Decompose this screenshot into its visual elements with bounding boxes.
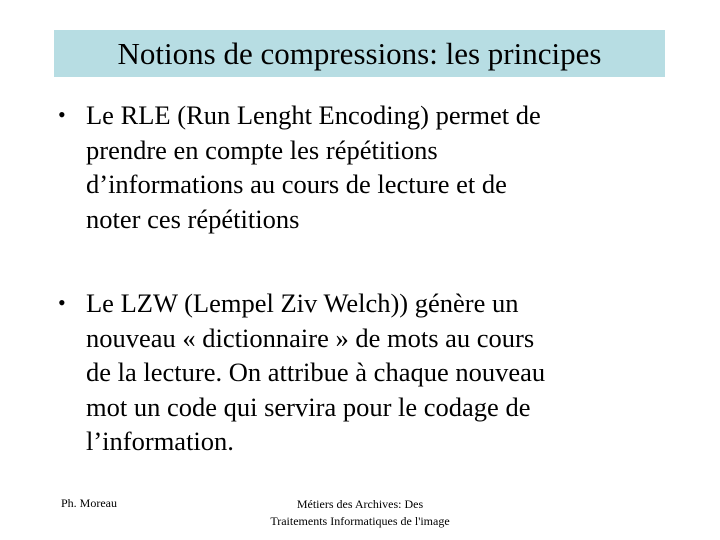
footer-course-line-1: Métiers des Archives: Des	[296, 497, 424, 511]
bullet-lzw-line-2: nouveau « dictionnaire » de mots au cours	[86, 322, 535, 353]
bullet-lzw-line-4: mot un code qui servira pour le codage de	[86, 391, 531, 422]
bullet-dot-icon: •	[58, 102, 66, 127]
bullet-item-rle	[58, 98, 668, 236]
slide-title-banner	[54, 30, 665, 77]
footer-course-title	[240, 496, 480, 530]
bullet-lzw-line-3: de la lecture. On attribue à chaque nouveau	[86, 357, 546, 387]
bullet-rle-line-3: d’informations au cours de lecture et de	[86, 169, 507, 199]
footer-course-line-2: Traitements Informatiques de l'image	[270, 514, 450, 528]
footer-author: Ph. Moreau	[61, 496, 117, 510]
bullet-list	[58, 98, 668, 459]
bullet-lzw-line-5: l’information.	[86, 426, 234, 456]
slide-title: Notions de compressions: les principes	[117, 36, 602, 71]
bullet-dot-icon: •	[58, 290, 66, 315]
bullet-rle-line-4: noter ces répétitions	[86, 203, 300, 234]
bullet-rle-line-2: prendre en compte les répétitions	[86, 134, 438, 165]
bullet-item-lzw	[58, 286, 668, 459]
bullet-lzw-line-1: Le LZW (Lempel Ziv Welch)) génère un	[86, 288, 519, 318]
bullet-rle-line-1: Le RLE (Run Lenght Encoding) permet de	[86, 100, 541, 130]
